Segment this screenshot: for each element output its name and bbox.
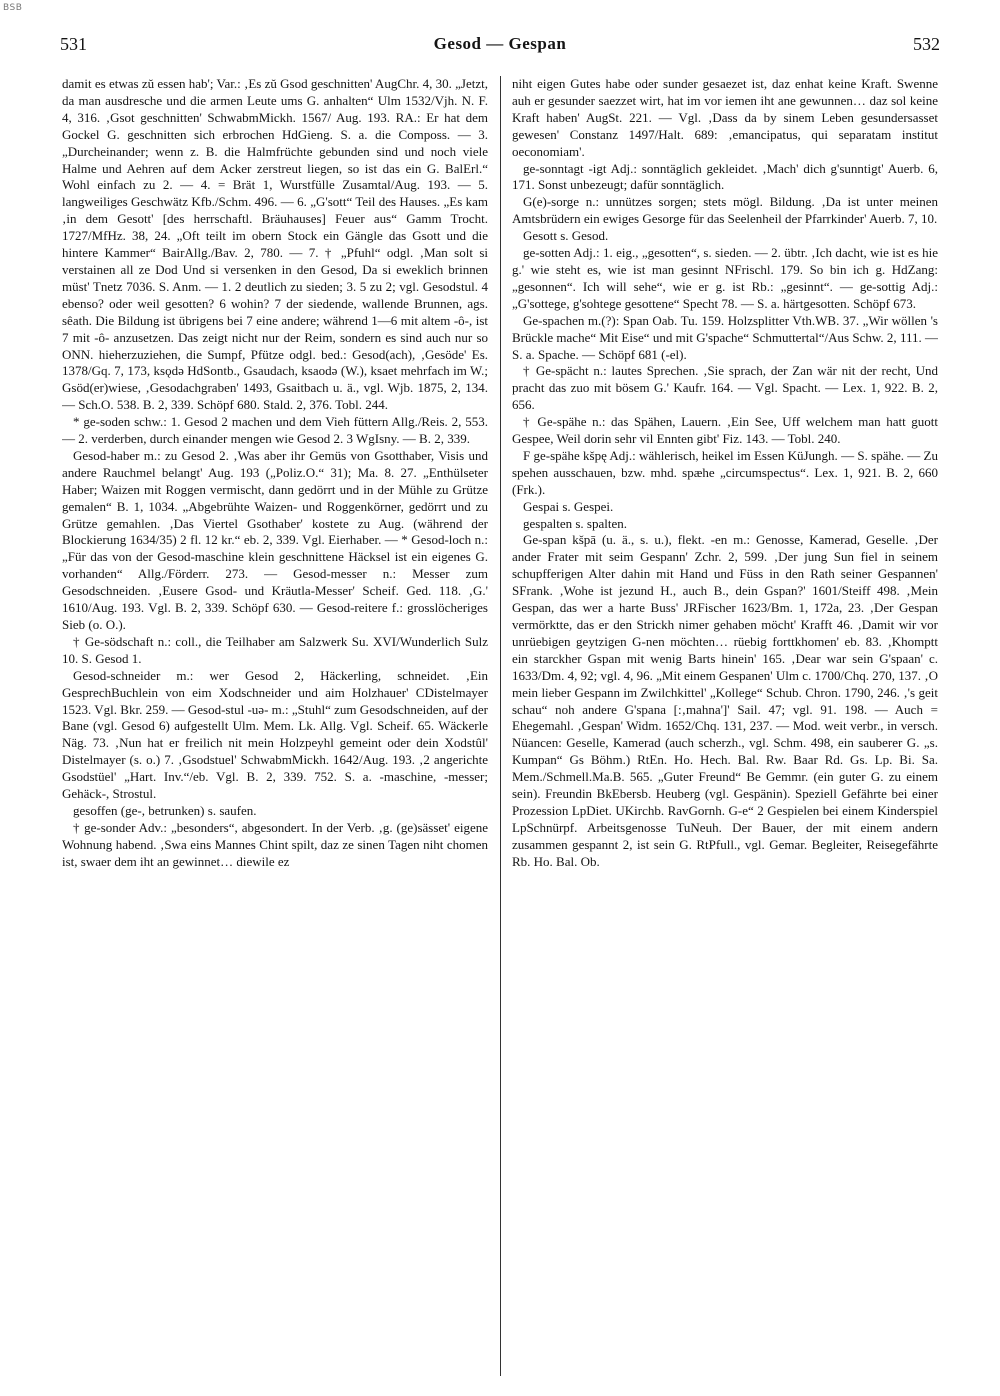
entry-gesonder-continued: niht eigen Gutes habe oder sunder gesaezet ist, daz enhat keine Kraft. Swenne auh er gesunder saezzet wirt, hat im vor iemen iht ane gewunnen… daz sol keine Kraft haben' AugSt. 221. — Vgl. ‚Dass da by sinem Leben gesundersasset gewesen' Constanz 1497/Halt. 689: ‚emancipatus, qui separatam institut oeconomiam'. [512,76,938,159]
page-header [60,34,940,64]
entry-gespai: Gespai s. Gespei. [523,498,614,514]
page-number-right: 532 [913,34,940,54]
left-column [62,76,488,1382]
entry-gesonntagt: ge-sonntagt -igt Adj.: sonntäglich gekleidet. ‚Mach' dich g'sunntigt' Auerb. 6, 171. Sonst unbezeugt; dafür sonntäglich. [512,160,938,193]
page-number-left: 531 [60,34,87,54]
entry-gesoffen: gesoffen (ge-, betrunken) s. saufen. [73,802,257,818]
entry-gesott: Gesott s. Gesod. [523,228,609,244]
entry-gesod-haber: Gesod-haber m.: zu Gesod 2. ‚Was aber ihr Gemüs von Gsotthaber, Visis und andere Rauchmel belangt' Aug. 193 („Poliz.O.“ 31); Ma. 8. 27. „Enthülseter Haber; Waizen mit Roggen vermischt, dann gedörrt und in der Mühle zu Grütze gemalen“ B. 1, 1034. „Abgebrühte Waizen- und Roggenkörner, gedörrt und zu Grütze gemahlen. ‚Das Viertel Gsothaber' kostete zu Aug. (während der Blockierung 1634/35) 2 fl. 12 kr.“ eb. 2, 339. Vgl. Eierhaber. — * Gesod-loch n.: „Für das von der Gesod-maschine klein geschnittene Häcksel ist ein eigenes G. vorhanden“ Allg./Förderr. 273. — Gesod-messer n.: Messer zum Gesodschneiden. ‚Eusere Gsod- und Kräutla-Messer' Scheif. Ged. 118. ‚G.' 1610/Aug. 193. Vgl. B. 2, 339. Schöpf 630. — Gesod-reitere f.: grosslöcheriges Sieb (o. O.). [62,447,488,632]
entry-gespaehe-adj: F ge-spähe kšpę Adj.: wählerisch, heikel im Essen KüJungh. — S. spähe. — Zu spehen ausschauen, bzw. mhd. spæhe „circumspectus“. Lex. 1, 921. B. 2, 660 (Frk.). [512,447,938,497]
entry-gespachen: Ge-spachen m.(?): Span Oab. Tu. 159. Holzsplitter Vth.WB. 37. „Wir wöllen 's Brückle mache“ Mit Eise“ und mit G'spache“ Schmuttertal“/Aus Schw. 2, 111. — S. a. Spache. — Schöpf 681 (-el). [512,312,938,362]
entry-gesonder: † ge-sonder Adv.: „besonders“, abgesondert. In der Verb. ‚g. (ge)sässet' eigene Wohnung habend. ‚Swa eins Mannes Chint spilt, daz ze sinen Tagen niht chomen ist, swaer dem iht an gewinnet… diewile ez [62,819,488,869]
entry-gesoden: * ge-soden schw.: 1. Gesod 2 machen und dem Vieh füttern Allg./Reis. 2, 553. — 2. verderben, durch einander mengen wie Gesod 2. 3 WgIsny. — B. 2, 339. [62,414,488,447]
entry-gesoedschaft: † Ge-södschaft n.: coll., die Teilhaber am Salzwerk Su. XVI/Wunderlich Sulz 10. S. Gesod 1. [62,633,488,666]
library-stamp: BSB [3,3,23,13]
entry-gespaehe-noun: † Ge-spähe n.: das Spähen, Lauern. ‚Ein See, Uff welchem man hatt guott Gespee, Weil dorin sehr vil Ennten gibt' Fiz. 143. — Tobl. 240. [512,414,938,447]
column-divider [500,76,501,1376]
running-title: Gesod — Gespan [433,34,567,53]
entry-gespaecht: † Ge-spächt n.: lautes Sprechen. ‚Sie sprach, der Zan wär nit der recht, Und pracht das zuo mit bösem G.' Kaufr. 164. — Vgl. Spacht. — Lex. 1, 922. B. 2, 656. [512,363,938,413]
entry-gesod-schneider: Gesod-schneider m.: wer Gesod 2, Häckerling, schneidet. ‚Ein GesprechBuchlein von eim Xodschneider und aim Holzhauer' CDistelmayer 1523. Vgl. Bkr. 259. — Gesod-stul -uə- m.: „Stuhl“ zum Gesodschneiden, auf der Bane (vgl. Gesod 6) aufgestellt Ulm. Mem. Lk. Allg. Vgl. Scheif. 65. Wäckerle Näg. 73. ‚Nun hat er freilich nit mein Holzpeyhl gemeint oder dein Xodstûl' Distelmayer (s. o.) 7. ‚Gsodstuel' SchwabmMickh. 1642/Aug. 193. ‚2 angerichte Gsodstüel' „Hart. Inv.“/eb. Vgl. B. 2, 339. 752. S. a. -maschine, -messer; Gehäck-, Strostul. [62,667,488,802]
entry-gesod-continued: damit es etwas zŭ essen hab'; Var.: ‚Es zŭ Gsod geschnitten' AugChr. 4, 30. „Jetzt, da man ausdresche und die armen Leute ums G. anhalten“ Ulm 1532/Vjh. N. F. 4, 316. ‚Gsot geschnitten' SchwabmMickh. 1567/ Aug. 193. RA.: Er hat dem Gockel G. geschnitten sich erbrochen HdGieng. S. a. die Composs. — 3. „Durcheinander; wenn z. B. die Halmfrüchte gebunden sind und noch viele Halme und Aehren auf dem Acker zerstreut liegen, so ist das ein G. BalErl.“ Wohl einfach zu 2. — 4. = Brät 1, Wurstfülle Zusamtal/Aug. 193. — 5. langweiliges Geschwätz Kfb./Schm. 496. — 6. „G'sott“ Teil des Hauses. „Es kam ‚in dem Gesott' [des herrschaftl. Bräuhauses] Feuer aus“ Gamm Trocht. 1727/MfHz. 38, 24. „Oft teilt im obern Stock ein Gängle das Gsott und die hintere Kammer“ BairAllg./Bav. 2, 780. — 7. † „Pfuhl“ odgl. ‚Man solt si verstainen all ze Dod Und si versenken in den Gesod, Da si eweklich brinnen müst' Tnetz 7036. S. Anm. — 1. 2 deutlich zu sieden; 3. 5 zu 2; vgl. Gesodstul. 4 ebenso? oder weil gesotten? 6 wohin? 7 der siedende, wallende Brunnen, ags. sêath. Die Bildung ist übrigens bei 7 eine andere; während 1—6 mit altem -ô-, ist 7 mit -ô- anzusetzen. Das zeigt nicht nur der Reim, sondern es sind auch nur so ONN. hieherzuziehen, die Sumpf, Pfütze odgl. bed.: Gesod(ach), ‚Gesöde' Es. 1378/Gq. 7, 173, ksǫdə HdSontb., Gsaudach, ksaodə (W.), ksaet mehrfach im W.; Gsöd(er)wiese, ‚Gesodachgraben' 1493, Gsaitbach u. ä., vgl. Wjb. 1875, 2, 134. — Sch.O. 538. B. 2, 339. Schöpf 680. Stald. 2, 376. Tobl. 244. [62,76,488,413]
right-column [512,76,938,1382]
entry-gespan: Ge-span kšpā (u. ä., s. u.), flekt. -en m.: Genosse, Kamerad, Geselle. ‚Der ander Frater mit seim Gespann' Zchr. 2, 599. ‚Der jung Sun fiel in seinem schupfferigen Alter dahin mit Hand und Füss in den Rath seiner Gespannen' SFrank. ‚Wohe ist jezund H., auch B., dein Gspan?' 1601/Steiff 498. ‚Mein Gespan, das wer a harte Buss' JRFischer 1623/Bm. 1, 172a, 23. ‚Der Gespan vermörktte, das er den Strickh nimer gehaben möcht' Krafft 46. ‚Damit wir vor unrüebigen geytzigen G-nen möchten… rüebig forttkhomen' eb. 83. ‚Khomptt ein starckher Gspan mit wenig Barts hinein' 165. ‚Dear war sein G'spaan' c. 1633/Dm. 4, 92; vgl. 4, 96. „Mit einem Gespanen' Ulm c. 1700/Chq. 270, 137. ‚O mein lieber Gespann im Zwilchkittel' „Kollege“ Schub. Chron. 1790, 246. ‚'s geit schau“ noh andere G'spana [:‚mahna']' Sail. 47; vgl. 91. 198. — Auch = Ehegemahl. ‚Gespan' Widm. 1652/Chq. 131, 237. — Mod. weit verbr., in versch. Nüancen: Geselle, Kamerad (auch scherzh., vgl. Schm. 498, ein sauberer G. „s. Kumpan“ Gs Böhm.) RtEn. Ho. Hech. Bal. Rw. Baar Rd. Gs. Lp. Bi. Sa. Mem./Schmell.Ma.B. 565. „Guter Freund“ Be Gemmr. (ein guter G. zu einem sein). Freundin BkEbersb. Heuberg (vgl. Gespänin). Speziell Gefährte bei einer Prozession LpDiet. UKirchb. RavGornh. G-e“ 2 Gespielen bei einem Kinderspiel LpSchnürpf. Arbeitsgenosse TuNeuh. Der Bauer, der mit einem andern zusammen gespannt 2, ist sein G. RtPfull., vgl. Gemar. Begleiter, Reisegefährte Rb. Ho. Bal. Ob. [512,532,938,869]
entry-gespalten: gespalten s. spalten. [523,515,627,531]
entry-gesorge: G(e)-sorge n.: unnützes sorgen; stets mögl. Bildung. ‚Da ist unter meinen Amtsbrüdern ein ewiges Gesorge für das Seelenheil der Pfarrkinder' Auerb. 7, 10. [512,194,938,227]
entry-gesotten: ge-sotten Adj.: 1. eig., „gesotten“, s. sieden. — 2. übtr. ‚Ich dacht, wie ist es hie g.' wie steht es, wie ist man gesinnt NFrischl. 179. So bin ich g. HdZang: „gesonnen“. Ich will sehe“, wie er g. ist Rb.: „gesinnt“. — ge-sottig Adj.: „G'sottege, g'sohtege gesottene“ Specht 78. — S. a. härtgesotten. Schöpf 673. [512,245,938,311]
